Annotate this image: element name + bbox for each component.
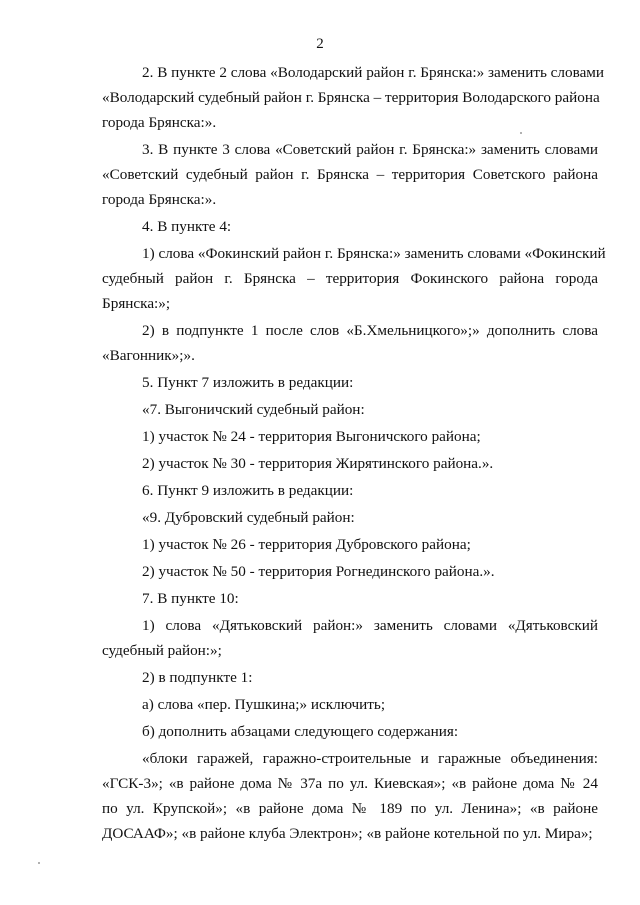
text-line: 5. Пункт 7 изложить в редакции:: [142, 374, 354, 391]
paragraph: [102, 692, 598, 717]
document-body: [102, 60, 606, 846]
text-line: 2) в подпункте 1:: [142, 669, 253, 686]
text-line: «Советский судебный район г. Брянска – территория Советского района: [102, 166, 598, 183]
paragraph: [102, 137, 598, 212]
text-line: «9. Дубровский судебный район:: [142, 509, 355, 526]
paragraph: [102, 746, 598, 846]
paragraph: [102, 424, 598, 449]
paragraph: [102, 559, 598, 584]
text-line: б) дополнить абзацами следующего содержания:: [142, 723, 459, 740]
text-line: 6. Пункт 9 изложить в редакции:: [142, 482, 354, 499]
text-line: 1) слова «Дятьковский район:» заменить словами «Дятьковский: [142, 617, 598, 634]
paragraph: [102, 505, 598, 530]
scan-speck: [520, 132, 522, 134]
text-line: по ул. Крупской»; «в районе дома № 189 по ул. Ленина»; «в районе: [102, 800, 598, 817]
text-line: города Брянска:».: [102, 191, 217, 208]
text-line: 1) участок № 26 - территория Дубровского района;: [142, 536, 471, 553]
scan-speck: [38, 862, 40, 864]
paragraph: [102, 214, 598, 239]
text-line: судебный район г. Брянска – территория Фокинского района города: [102, 270, 598, 287]
text-line: «блоки гаражей, гаражно-строительные и гаражные объединения:: [142, 750, 598, 767]
text-line: 4. В пункте 4:: [142, 218, 232, 235]
paragraph: [102, 532, 598, 557]
text-line: судебный район:»;: [102, 642, 222, 659]
text-line: 2. В пункте 2 слова «Володарский район г. Брянска:» заменить словами: [142, 64, 605, 81]
paragraph: [102, 397, 598, 422]
text-line: «Вагонник»;».: [102, 347, 195, 364]
text-line: «Володарский судебный район г. Брянска – территория Володарского района: [102, 89, 600, 106]
paragraph: [102, 241, 606, 316]
paragraph: [102, 451, 598, 476]
text-line: «7. Выгоничский судебный район:: [142, 401, 365, 418]
page-number: 2: [316, 36, 324, 52]
text-line: 1) участок № 24 - территория Выгоничского района;: [142, 428, 481, 445]
paragraph: [102, 478, 598, 503]
text-line: города Брянска:».: [102, 114, 217, 131]
text-line: 2) участок № 30 - территория Жирятинского района.».: [142, 455, 494, 472]
text-line: а) слова «пер. Пушкина;» исключить;: [142, 696, 386, 713]
text-line: 2) в подпункте 1 после слов «Б.Хмельницкого»;» дополнить слова: [142, 322, 598, 339]
paragraph: [102, 719, 598, 744]
text-line: 2) участок № 50 - территория Рогнединского района.».: [142, 563, 495, 580]
text-line: 3. В пункте 3 слова «Советский район г. Брянска:» заменить словами: [142, 141, 598, 158]
text-line: ДОСААФ»; «в районе клуба Электрон»; «в районе котельной по ул. Мира»;: [102, 825, 593, 842]
text-line: Брянска:»;: [102, 295, 171, 312]
paragraph: [102, 586, 598, 611]
paragraph: [102, 318, 598, 368]
paragraph: [102, 613, 598, 663]
paragraph: [102, 370, 598, 395]
paragraph: [102, 665, 598, 690]
text-line: 7. В пункте 10:: [142, 590, 239, 607]
paragraph: [102, 60, 605, 135]
text-line: 1) слова «Фокинский район г. Брянска:» заменить словами «Фокинский: [142, 245, 606, 262]
text-line: «ГСК-3»; «в районе дома № 37а по ул. Киевская»; «в районе дома № 24: [102, 775, 598, 792]
